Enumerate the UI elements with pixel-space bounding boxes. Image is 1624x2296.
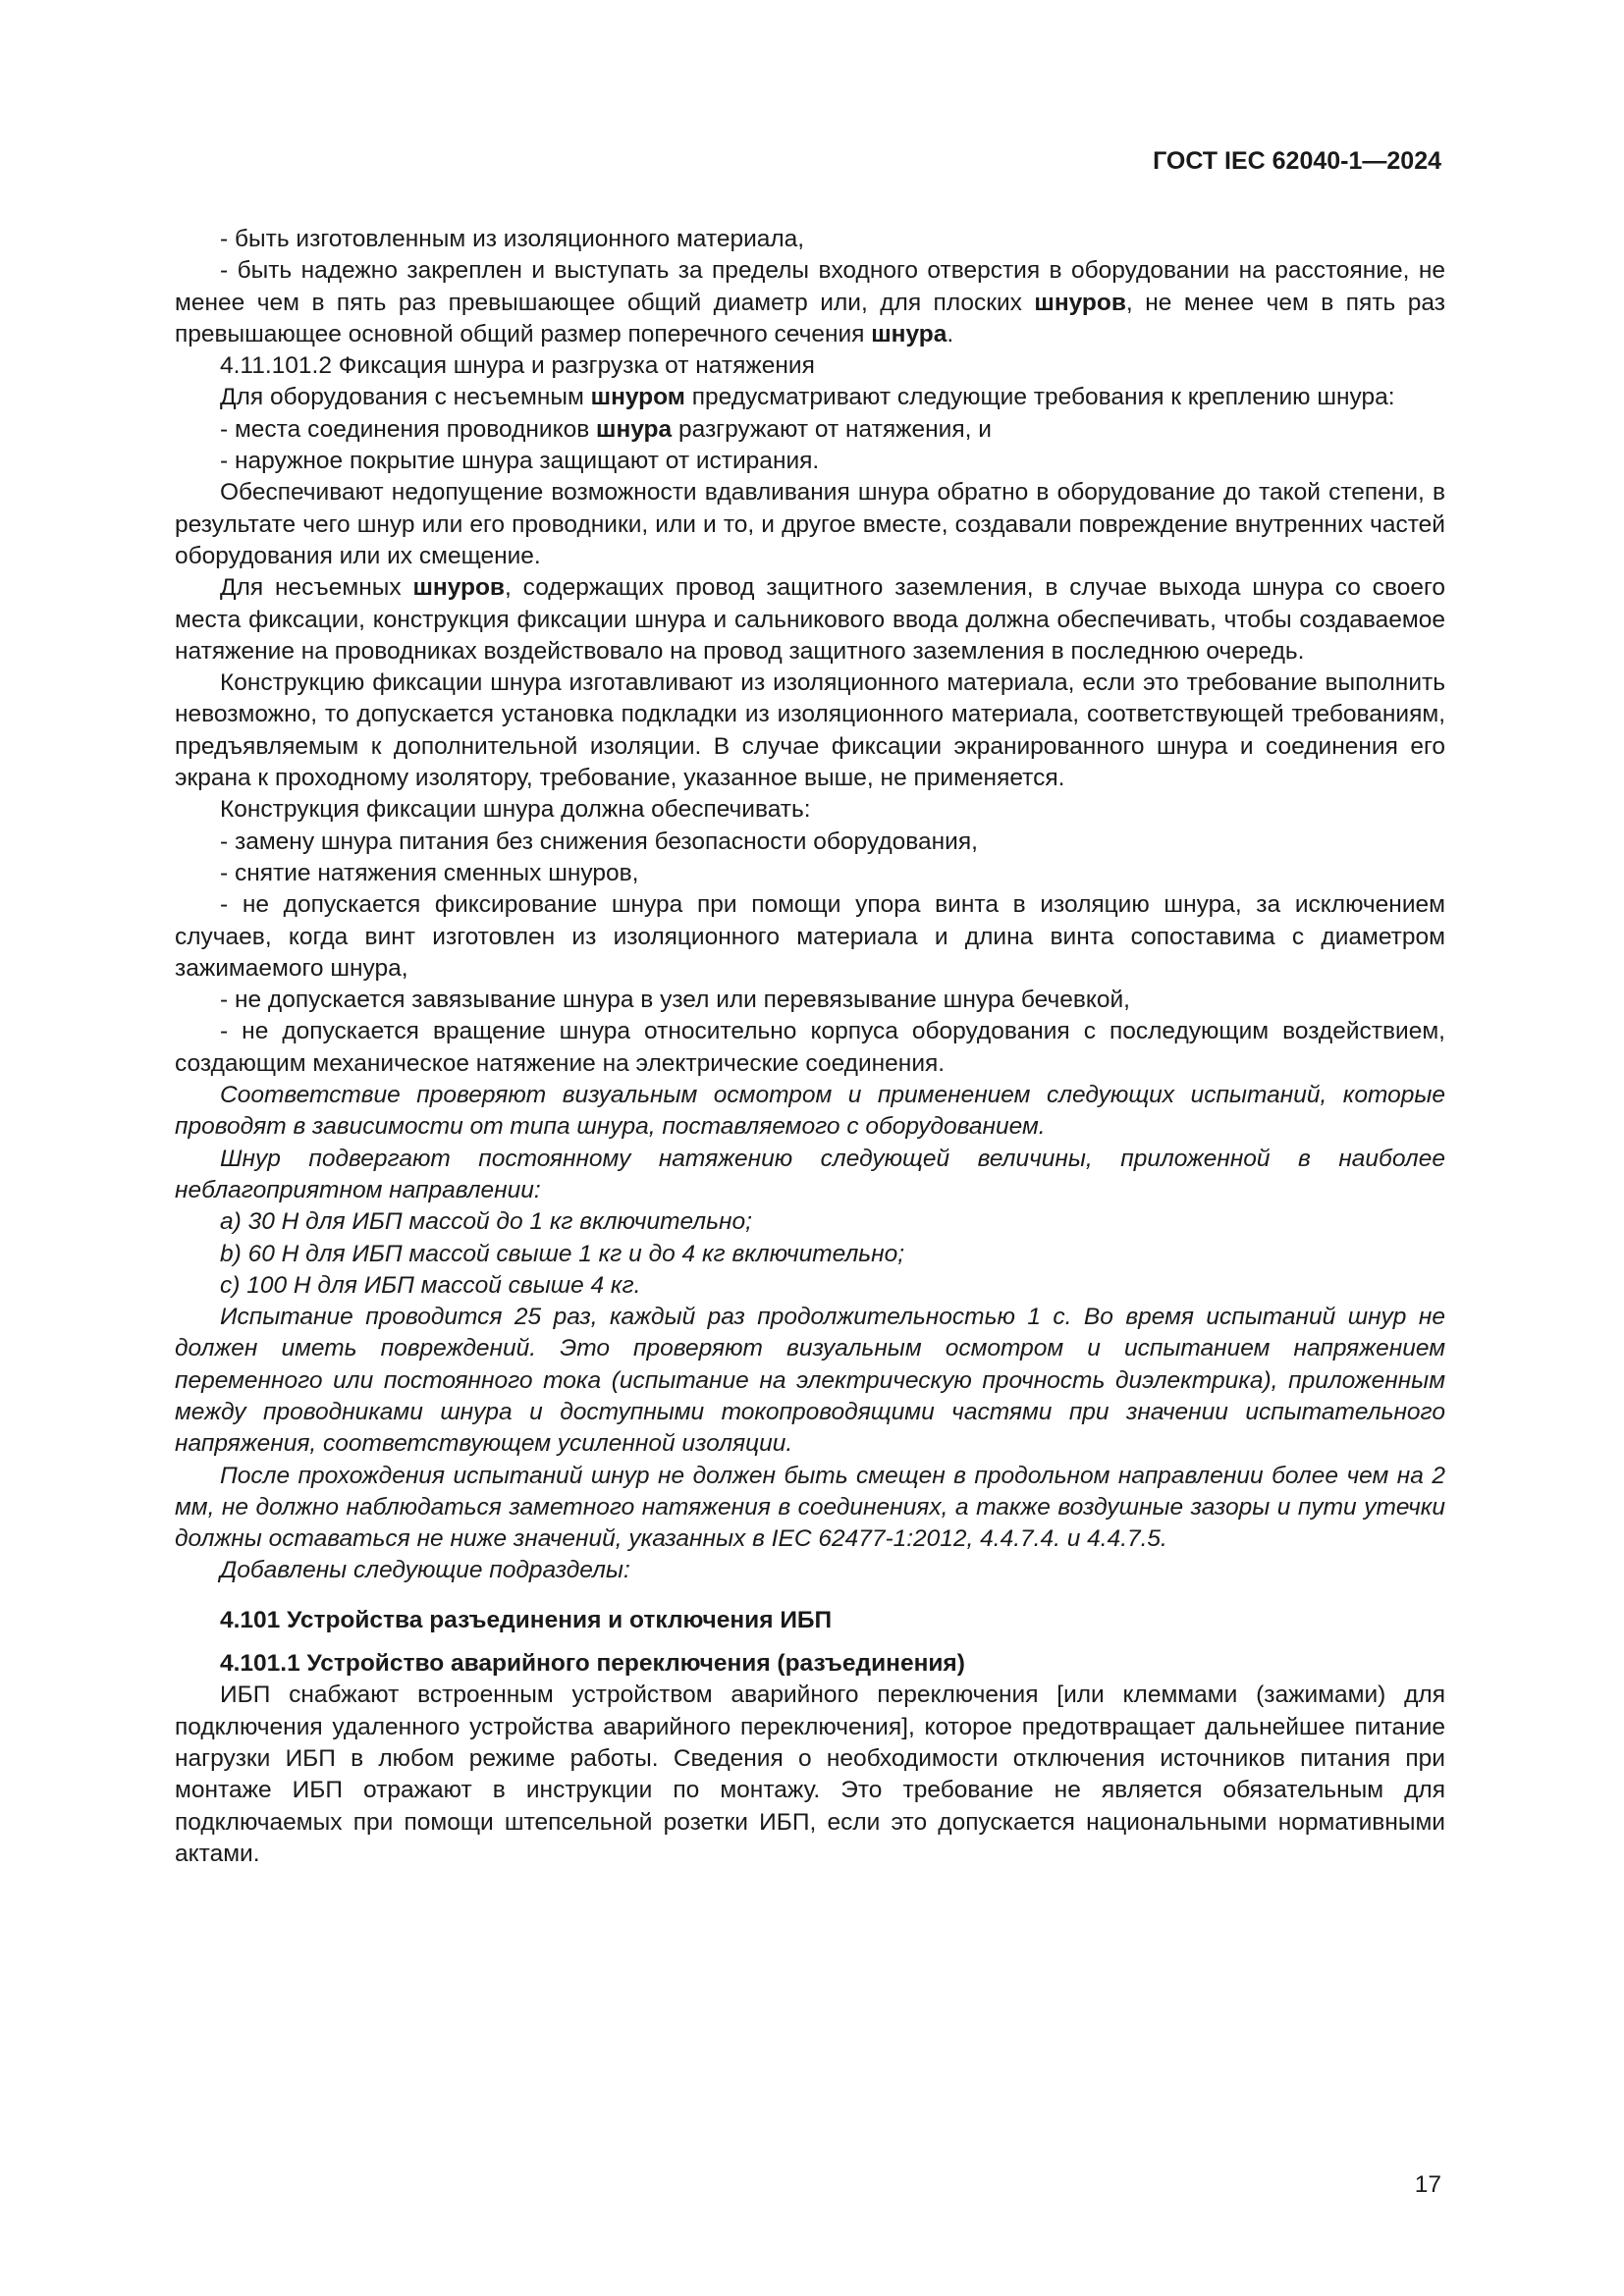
page-number: 17 — [1414, 2171, 1441, 2198]
term-bold: шнуров — [1034, 289, 1126, 316]
term-bold: шнуром — [590, 384, 685, 411]
test-list-item: a) 30 Н для ИБП массой до 1 кг включительно; — [220, 1208, 752, 1236]
paragraph: Конструкцию фиксации шнура изготавливают из изоляционного материала, если это требование выполнить невозможно, то допускается установка подкладки из изоляционного материала, соответствующей требованиям, предъявляемым к дополнительной изоляции. В случае фиксации экранированного шнура и соединения его экрана к проходному изолятору, требование, указанное выше, не применяется. — [175, 669, 1445, 792]
test-paragraph: После прохождения испытаний шнур не должен быть смещен в продольном направлении более чем на 2 мм, не должно наблюдаться заметного натяжения в соединениях, а также воздушные зазоры и пути утечки должны оставаться не ниже значений, указанных в IEC 62477-1:2012, 4.4.7.4. и 4.4.7.5. — [175, 1462, 1445, 1553]
test-paragraph: Испытание проводится 25 раз, каждый раз продолжительностью 1 с. Во время испытаний шнур не должен иметь повреждений. Это проверяют визуальным осмотром и испытанием напряжением переменного или постоянного тока (испытание на электрическую прочность диэлектрика), приложенным между проводниками шнура и доступными токопроводящими частями при значении испытательного напряжения, соответствующем усиленной изоляции. — [175, 1304, 1445, 1458]
paragraph: - быть надежно закреплен и выступать за пределы входного отверстия в оборудовании на расстояние, не менее чем в пять раз превышающее общий диаметр или, для плоских шнуров, не менее чем в пять раз превышающее основной общий размер поперечного сечения шнура. — [175, 257, 1445, 347]
test-paragraph: Шнур подвергают постоянному натяжению следующей величины, приложенной в наиболее неблагоприятном направлении: — [175, 1145, 1445, 1203]
document-header: ГОСТ IEC 62040-1—2024 — [1153, 147, 1441, 175]
term-bold: шнуров — [412, 574, 505, 602]
section-heading: 4.101 Устройства разъединения и отключения ИБП — [220, 1606, 833, 1633]
list-item: - снятие натяжения сменных шнуров, — [220, 859, 639, 886]
list-item: - наружное покрытие шнура защищают от истирания. — [220, 448, 820, 475]
subsection-title: 4.11.101.2 Фиксация шнура и разгрузка от натяжения — [220, 352, 815, 380]
paragraph: Для оборудования с несъемным шнуром предусматривают следующие требования к креплению шнура: — [220, 384, 1395, 411]
paragraph: Конструкция фиксации шнура должна обеспечивать: — [220, 796, 811, 824]
term-bold: шнура — [596, 415, 673, 443]
document-body — [175, 224, 1445, 1870]
list-item: - места соединения проводников шнура разгружают от натяжения, и — [220, 415, 992, 443]
list-item: - не допускается вращение шнура относительно корпуса оборудования с последующим воздействием, создающим механическое натяжение на электрические соединения. — [175, 1018, 1445, 1077]
subsection-heading: 4.101.1 Устройство аварийного переключения (разъединения) — [220, 1650, 965, 1678]
list-item: - не допускается завязывание шнура в узел или перевязывание шнура бечевкой, — [220, 987, 1130, 1014]
list-item: - не допускается фиксирование шнура при помощи упора винта в изоляцию шнура, за исключением случаев, когда винт изготовлен из изоляционного материала и длина винта сопоставима с диаметром зажимаемого шнура, — [175, 891, 1445, 982]
test-paragraph: Добавлены следующие подразделы: — [220, 1557, 630, 1584]
paragraph: ИБП снабжают встроенным устройством аварийного переключения [или клеммами (зажимами) для подключения удаленного устройства аварийного переключения], которое предотвращает дальнейшее питание нагрузки ИБП в любом режиме работы. Сведения о необходимости отключения источников питания при монтаже ИБП отражают в инструкции по монтажу. Это требование не является обязательным для подключаемых при помощи штепсельной розетки ИБП, если это допускается национальными нормативными актами. — [175, 1682, 1445, 1867]
term-bold: шнура — [871, 320, 947, 347]
paragraph: - быть изготовленным из изоляционного материала, — [220, 226, 805, 252]
test-list-item: b) 60 Н для ИБП массой свыше 1 кг и до 4 кг включительно; — [220, 1240, 905, 1267]
test-paragraph: Соответствие проверяют визуальным осмотром и применением следующих испытаний, которые проводят в зависимости от типа шнура, поставляемого с оборудованием. — [175, 1082, 1445, 1141]
paragraph: Обеспечивают недопущение возможности вдавливания шнура обратно в оборудование до такой степени, в результате чего шнур или его проводники, или и то, и другое вместе, создавали повреждение внутренних частей оборудования или их смещение. — [175, 479, 1445, 569]
list-item: - замену шнура питания без снижения безопасности оборудования, — [220, 828, 978, 855]
test-list-item: c) 100 Н для ИБП массой свыше 4 кг. — [220, 1271, 641, 1299]
paragraph: Для несъемных шнуров, содержащих провод защитного заземления, в случае выхода шнура со своего места фиксации, конструкция фиксации шнура и сальникового ввода должна обеспечивать, чтобы создаваемое натяжение на проводниках воздействовало на провод защитного заземления в последнюю очередь. — [175, 574, 1445, 665]
